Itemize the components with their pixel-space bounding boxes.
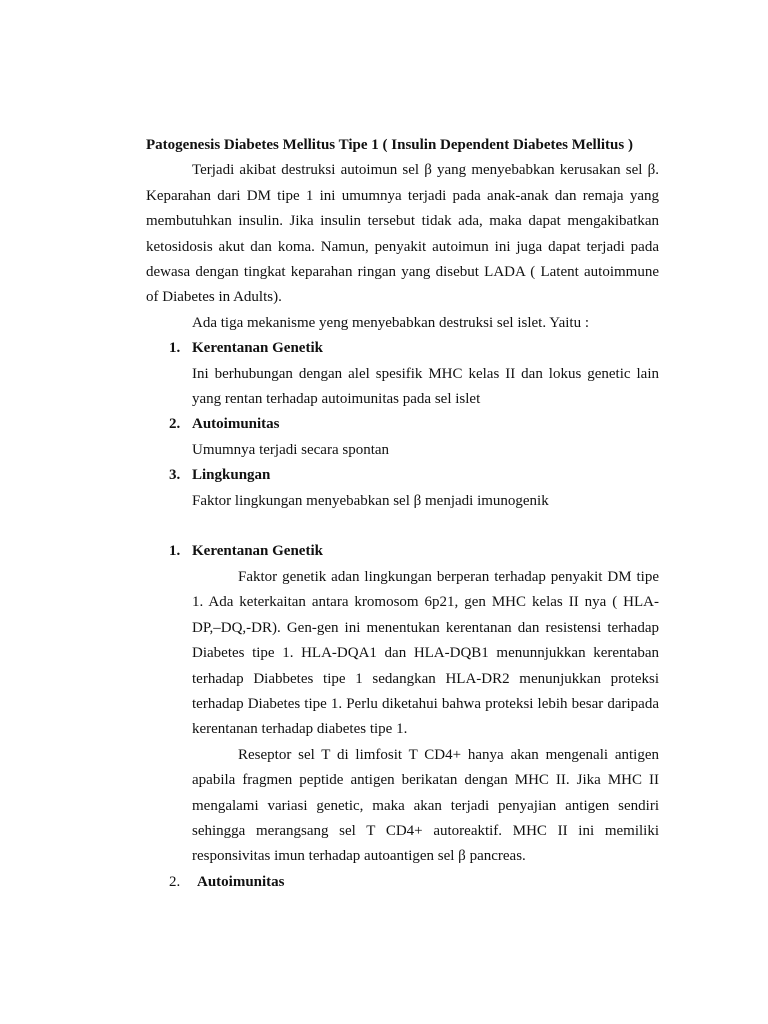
mechanism-number: 2.	[169, 416, 181, 433]
mechanisms-intro: Ada tiga mekanisme yeng menyebabkan destruksi sel islet. Yaitu :	[192, 314, 590, 331]
mechanism-text: Ini berhubungan dengan alel spesifik MHC kelas II dan lokus genetic lain yang rentan terhadap autoimunitas pada sel islet	[192, 365, 659, 408]
mechanism-heading: Lingkungan	[192, 467, 271, 484]
mechanism-heading: Kerentanan Genetik	[192, 340, 323, 357]
section-number: 2.	[169, 873, 181, 890]
section-heading: Autoimunitas	[197, 873, 285, 890]
mechanism-item-3	[146, 463, 659, 488]
section-1-paragraph-1: Faktor genetik adan lingkungan berperan terhadap penyakit DM tipe 1. Ada keterkaitan antara kromosom 6p21, gen MHC kelas II nya ( HLA-DP,–DQ,-DR). Gen-gen ini menentukan kerentanan dan resistensi terhadap Diabetes tipe 1. HLA-DQA1 dan HLA-DQB1 menunnjukkan kerentaban terhadap Diabbetes tipe 1 sedangkan HLA-DR2 menunjukkan proteksi terhadap Diabetes tipe 1. Perlu diketahui bahwa proteksi lebih besar daripada kerentanan terhadap diabetes tipe 1.	[192, 568, 659, 738]
section-number: 1.	[169, 543, 181, 560]
intro-paragraph: Terjadi akibat destruksi autoimun sel β yang menyebabkan kerusakan sel β. Keparahan dari DM tipe 1 ini umumnya terjadi pada anak-anak dan remaja yang membutuhkan insulin. Jika insulin tersebut tidak ada, maka dapat mengakibatkan ketosidosis akut dan koma. Namun, penyakit autoimun ini juga dapat terjadi pada dewasa dengan tingkat keparahan ringan yang disebut LADA ( Latent autoimmune of Diabetes in Adults).	[146, 162, 659, 306]
blank-line	[146, 514, 659, 539]
mechanism-item-1	[146, 336, 659, 361]
section-1-paragraph-2: Reseptor sel T di limfosit T CD4+ hanya akan mengenali antigen apabila fragmen peptide antigen berikatan dengan MHC II. Jika MHC II mengalami variasi genetic, maka akan terjadi penyajian antigen sendiri sehingga merangsang sel T CD4+ autoreaktif. MHC II ini memiliki responsivitas imun terhadap autoantigen sel β pancreas.	[192, 746, 659, 865]
mechanism-text: Faktor lingkungan menyebabkan sel β menjadi imunogenik	[192, 492, 549, 509]
mechanism-item-2	[146, 412, 659, 437]
mechanism-text: Umumnya terjadi secara spontan	[192, 441, 390, 458]
section-1-header	[146, 539, 659, 564]
section-1-body	[146, 565, 659, 870]
mechanism-number: 3.	[169, 467, 181, 484]
section-2-header	[146, 870, 659, 895]
section-heading: Kerentanan Genetik	[192, 543, 323, 560]
document-title: Patogenesis Diabetes Mellitus Tipe 1 ( Insulin Dependent Diabetes Mellitus )	[146, 137, 633, 153]
mechanism-heading: Autoimunitas	[192, 416, 280, 433]
mechanism-number: 1.	[169, 340, 181, 357]
document-content	[146, 133, 659, 895]
